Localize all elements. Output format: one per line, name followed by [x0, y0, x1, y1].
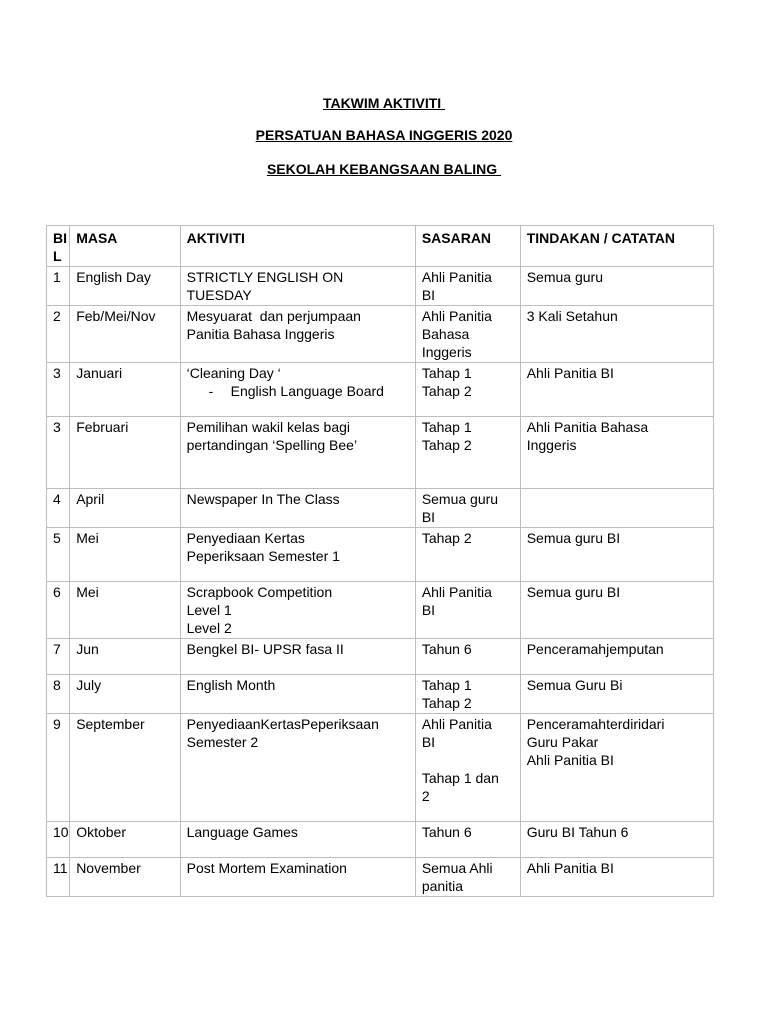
cell-aktiviti: [180, 528, 415, 582]
sasaran-line: BI: [421, 602, 436, 618]
cell-aktiviti: [180, 363, 415, 417]
cell-aktiviti: [180, 417, 415, 489]
aktiviti-line: pertandingan ‘Spelling Bee’: [186, 437, 358, 453]
cell-tindakan: [520, 582, 713, 639]
cell-aktiviti: [180, 714, 415, 822]
table-row: [47, 489, 714, 528]
aktiviti-line: English Month: [186, 677, 276, 693]
tindakan-line: Semua guru: [526, 269, 603, 285]
header-masa: MASA: [70, 226, 180, 267]
aktiviti-line: Peperiksaan Semester 1: [186, 548, 340, 564]
table-row: [47, 528, 714, 582]
sasaran-line: Semua guru: [421, 491, 499, 507]
tindakan-line: Guru Pakar: [526, 734, 599, 750]
sasaran-line: Tahap 1: [421, 677, 472, 693]
cell-aktiviti: [180, 489, 415, 528]
tindakan-line: Semua guru BI: [526, 530, 621, 546]
aktiviti-line: Language Games: [186, 824, 298, 840]
tindakan-line: Guru BI Tahun 6: [526, 824, 629, 840]
table-body: [47, 267, 714, 897]
cell-sasaran: [415, 675, 520, 714]
sasaran-line: Semua Ahli: [421, 860, 493, 876]
cell-masa: July: [70, 675, 180, 714]
tindakan-line: Ahli Panitia BI: [526, 365, 614, 381]
header-bil: [47, 226, 70, 267]
aktiviti-bullet-item: [187, 382, 409, 400]
tindakan-line: Penceramahterdiridari: [526, 716, 665, 732]
table-row: [47, 582, 714, 639]
cell-masa: English Day: [70, 267, 180, 306]
sasaran-line: Ahli Panitia: [421, 584, 492, 600]
sasaran-line: Tahap 2: [421, 695, 472, 711]
sasaran-line: Tahap 2: [421, 437, 472, 453]
tindakan-line: Ahli Panitia Bahasa: [526, 419, 649, 435]
sasaran-line: Tahap 1 dan: [421, 770, 499, 786]
aktiviti-line: STRICTLY ENGLISH ON: [186, 269, 344, 285]
aktiviti-line: Semester 2: [186, 734, 259, 750]
cell-tindakan: [520, 714, 713, 822]
table-row: [47, 822, 714, 858]
cell-masa: Februari: [70, 417, 180, 489]
table-row: [47, 675, 714, 714]
header-aktiviti: AKTIVITI: [180, 226, 415, 267]
sasaran-line: 2: [421, 788, 430, 804]
activity-calendar-table: [46, 225, 714, 897]
tindakan-line: 3 Kali Setahun: [526, 308, 618, 324]
cell-sasaran: [415, 417, 520, 489]
table-row: [47, 306, 714, 363]
cell-sasaran: [415, 714, 520, 822]
cell-masa: Mei: [70, 528, 180, 582]
aktiviti-line: PenyediaanKertasPeperiksaan: [186, 716, 379, 732]
table-row: [47, 639, 714, 675]
tindakan-line: Ahli Panitia BI: [526, 752, 614, 768]
cell-masa: Mei: [70, 582, 180, 639]
sasaran-line: Bahasa: [421, 326, 470, 342]
cell-sasaran: [415, 267, 520, 306]
cell-masa: April: [70, 489, 180, 528]
cell-aktiviti: [180, 822, 415, 858]
cell-sasaran: [415, 363, 520, 417]
sasaran-line: panitia: [421, 878, 464, 894]
tindakan-line: Inggeris: [526, 437, 577, 453]
sasaran-line: Tahap 2: [421, 530, 472, 546]
aktiviti-line: Pemilihan wakil kelas bagi: [186, 419, 351, 435]
sasaran-line: Inggeris: [421, 344, 472, 360]
cell-sasaran: [415, 489, 520, 528]
sasaran-line: [422, 751, 514, 769]
cell-aktiviti: [180, 858, 415, 897]
cell-sasaran: [415, 639, 520, 675]
sasaran-line: Tahun 6: [421, 641, 472, 657]
cell-aktiviti: [180, 639, 415, 675]
tindakan-line: Semua Guru Bi: [526, 677, 623, 693]
cell-sasaran: [415, 528, 520, 582]
document-subtitle-school: SEKOLAH KEBANGSAAN BALING: [266, 161, 502, 177]
aktiviti-line: Penyediaan Kertas: [186, 530, 305, 546]
header-bil-line: L: [53, 248, 62, 264]
cell-aktiviti: [180, 306, 415, 363]
sasaran-line: Tahap 1: [421, 419, 472, 435]
table-row: [47, 417, 714, 489]
cell-tindakan: [520, 267, 713, 306]
cell-bil: 4: [47, 489, 70, 528]
sasaran-line: Ahli Panitia: [421, 308, 492, 324]
cell-bil: 6: [47, 582, 70, 639]
cell-sasaran: [415, 306, 520, 363]
aktiviti-line: Scrapbook Competition: [186, 584, 333, 600]
document-title: TAKWIM AKTIVITI: [322, 95, 446, 111]
tindakan-line: Semua guru BI: [526, 584, 621, 600]
cell-sasaran: [415, 822, 520, 858]
sasaran-line: Tahap 1: [421, 365, 472, 381]
table-header-row: [47, 226, 714, 267]
cell-tindakan: [520, 858, 713, 897]
cell-aktiviti: [180, 267, 415, 306]
cell-aktiviti: [180, 582, 415, 639]
cell-bil: 3: [47, 417, 70, 489]
aktiviti-line: Level 1: [186, 602, 232, 618]
cell-masa: Jun: [70, 639, 180, 675]
cell-bil: 1: [47, 267, 70, 306]
cell-bil: 2: [47, 306, 70, 363]
cell-tindakan: [520, 363, 713, 417]
cell-tindakan: [520, 306, 713, 363]
cell-bil: 11: [47, 858, 70, 897]
cell-bil: 3: [47, 363, 70, 417]
cell-tindakan: [520, 489, 713, 528]
header-tindakan: TINDAKAN / CATATAN: [520, 226, 713, 267]
cell-tindakan: [520, 822, 713, 858]
header-sasaran: SASARAN: [415, 226, 520, 267]
cell-bil: 8: [47, 675, 70, 714]
table-row: [47, 858, 714, 897]
cell-sasaran: [415, 582, 520, 639]
cell-masa: September: [70, 714, 180, 822]
aktiviti-line: Mesyuarat dan perjumpaan: [186, 308, 361, 324]
cell-bil: 9: [47, 714, 70, 822]
cell-masa: Oktober: [70, 822, 180, 858]
tindakan-line: Penceramahjemputan: [526, 641, 664, 657]
aktiviti-line: TUESDAY: [186, 287, 252, 303]
aktiviti-line: ‘Cleaning Day ‘: [186, 365, 281, 381]
table-row: [47, 714, 714, 822]
sasaran-line: Ahli Panitia: [421, 269, 492, 285]
cell-masa: November: [70, 858, 180, 897]
cell-tindakan: [520, 528, 713, 582]
cell-bil: 10: [47, 822, 70, 858]
sasaran-line: BI: [421, 734, 436, 750]
cell-tindakan: [520, 675, 713, 714]
cell-bil: 7: [47, 639, 70, 675]
aktiviti-line: Panitia Bahasa Inggeris: [186, 326, 335, 342]
cell-masa: Januari: [70, 363, 180, 417]
bullet-dash-icon: -: [208, 383, 214, 399]
table-row: [47, 363, 714, 417]
aktiviti-line: Post Mortem Examination: [186, 860, 347, 876]
aktiviti-line: Level 2: [186, 620, 232, 636]
cell-sasaran: [415, 858, 520, 897]
cell-aktiviti: [180, 675, 415, 714]
sasaran-line: Tahun 6: [421, 824, 472, 840]
sasaran-line: BI: [421, 287, 436, 303]
sasaran-line: Tahap 2: [421, 383, 472, 399]
sasaran-line: BI: [421, 509, 436, 525]
table-row: [47, 267, 714, 306]
bullet-text: English Language Board: [230, 383, 384, 399]
cell-tindakan: [520, 639, 713, 675]
aktiviti-line: Newspaper In The Class: [186, 491, 340, 507]
document-subtitle-association: PERSATUAN BAHASA INGGERIS 2020: [255, 127, 513, 143]
aktiviti-line: Bengkel BI- UPSR fasa II: [186, 641, 344, 657]
header-bil-line: BI: [53, 230, 67, 246]
tindakan-line: Ahli Panitia BI: [526, 860, 614, 876]
cell-bil: 5: [47, 528, 70, 582]
cell-masa: Feb/Mei/Nov: [70, 306, 180, 363]
cell-tindakan: [520, 417, 713, 489]
sasaran-line: Ahli Panitia: [421, 716, 492, 732]
